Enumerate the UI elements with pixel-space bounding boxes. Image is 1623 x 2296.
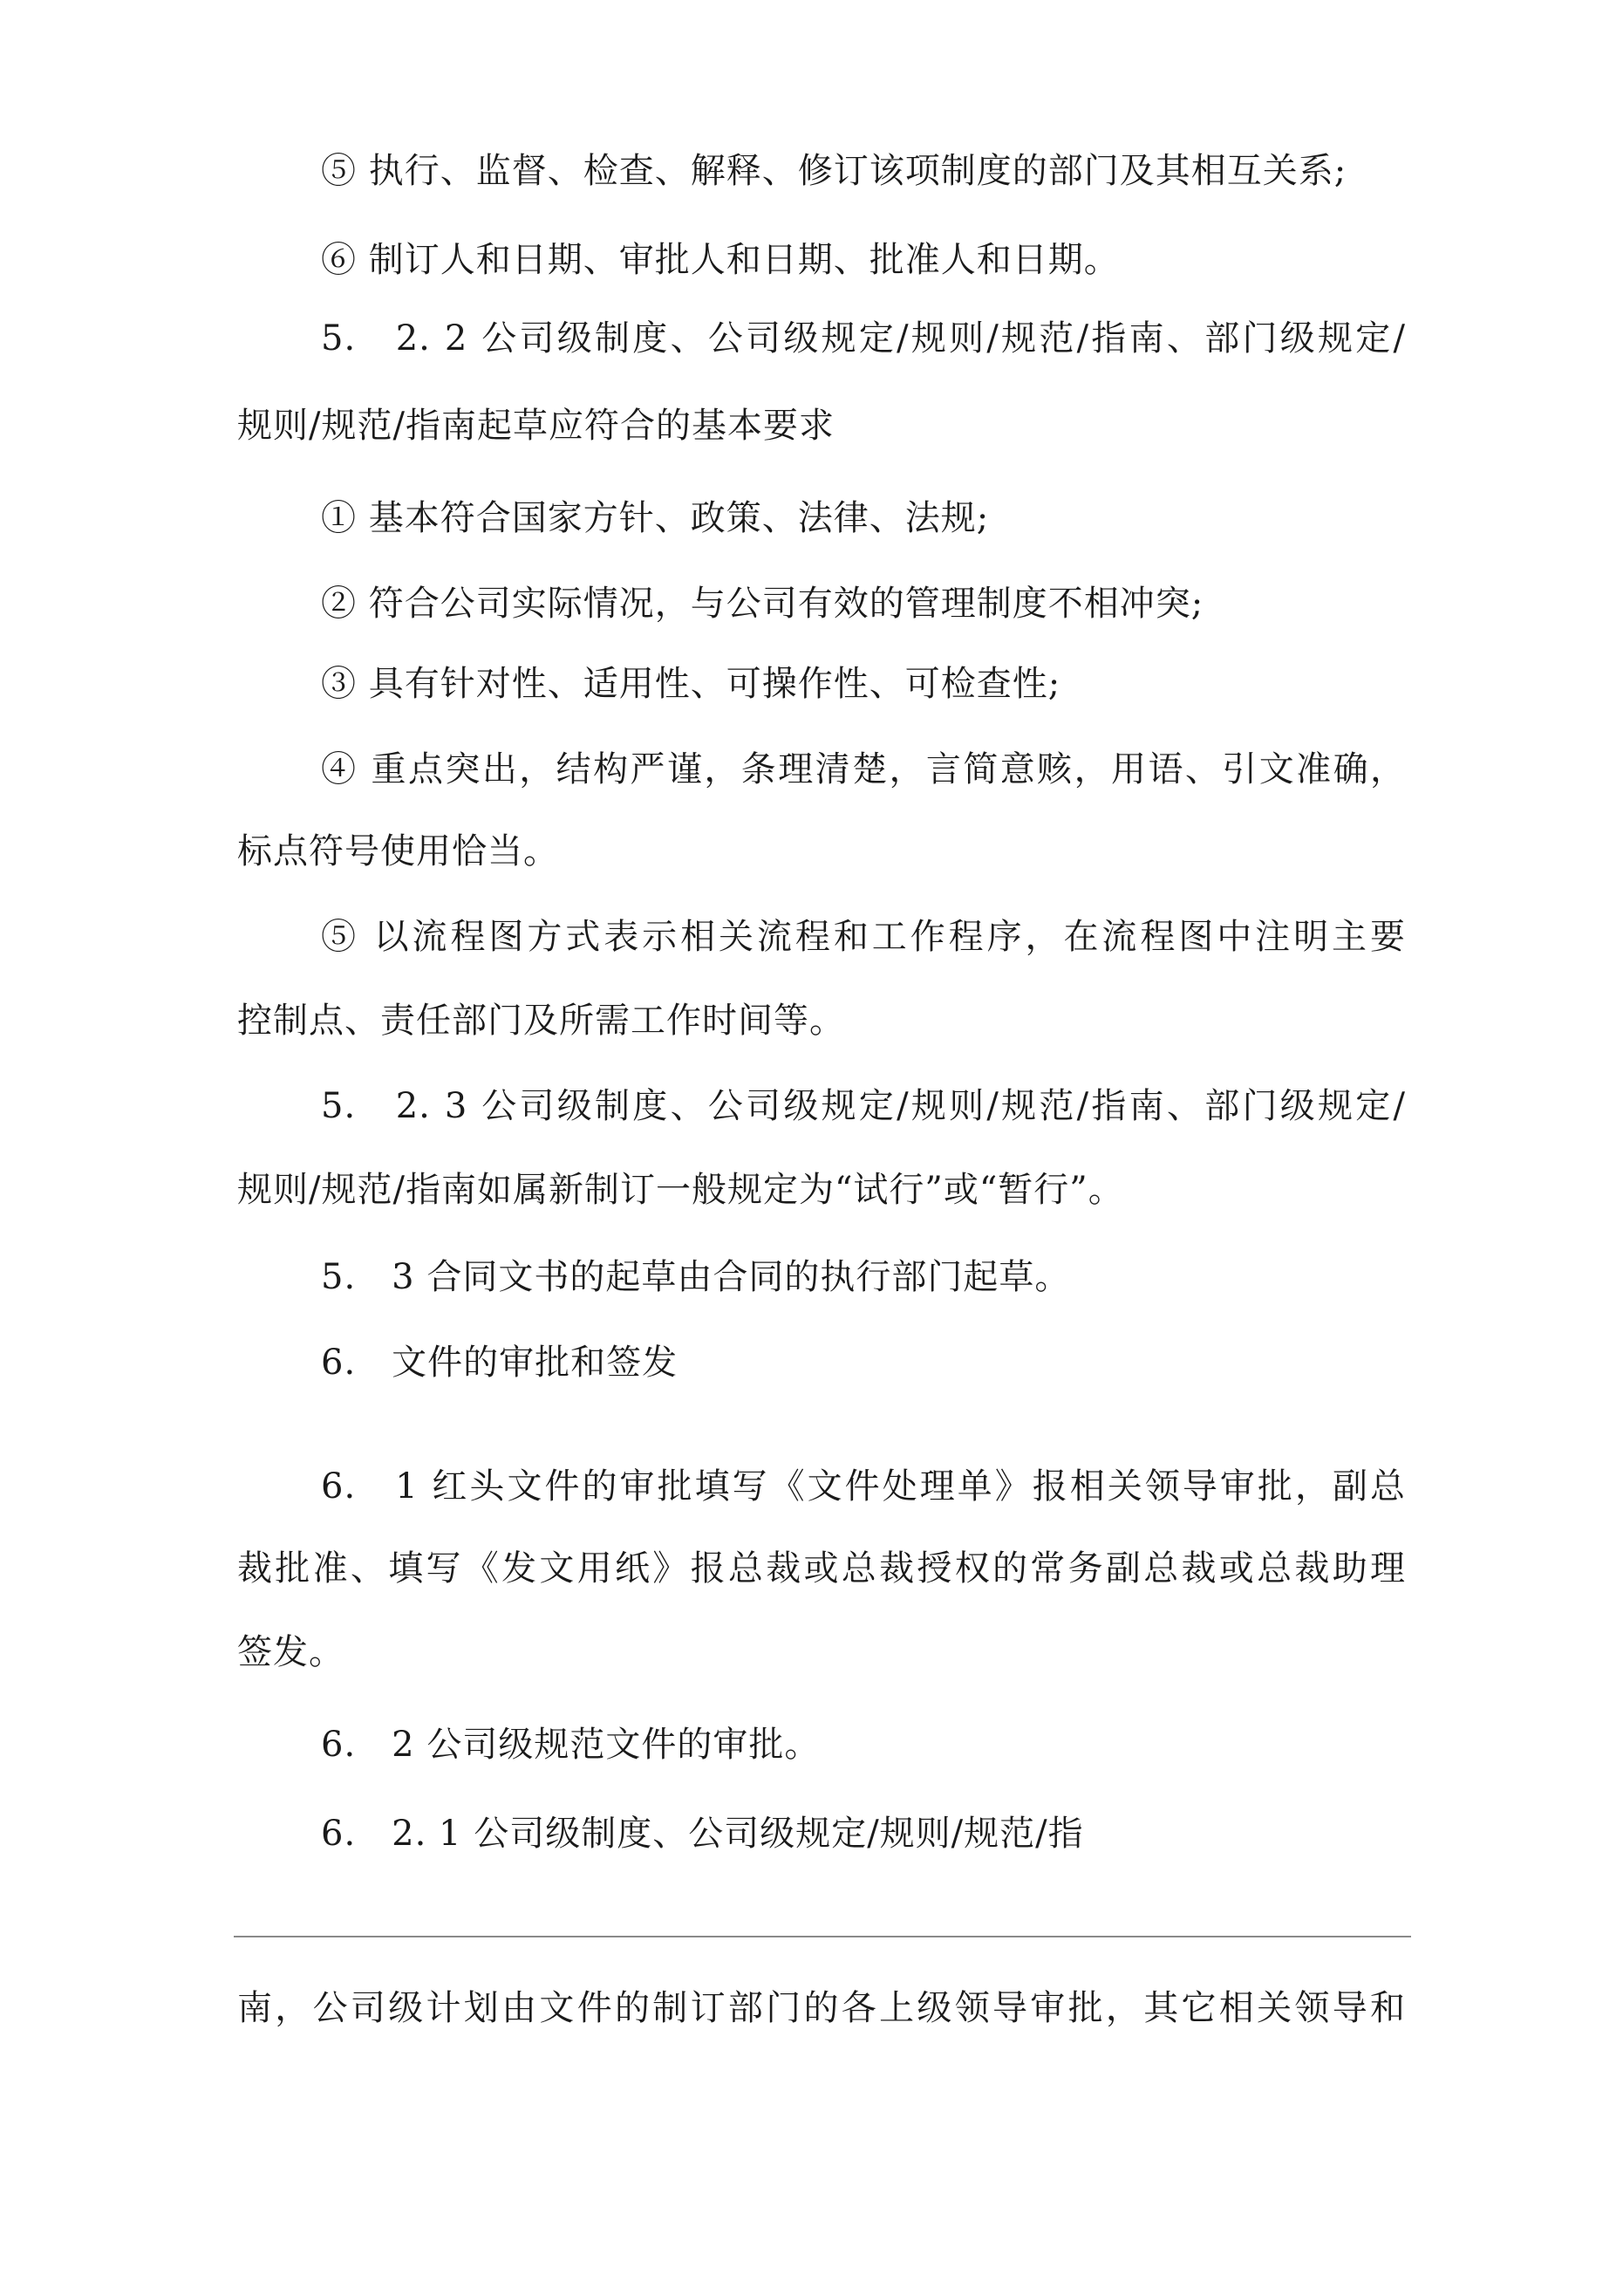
section-heading: 6. 文件的审批和签发 bbox=[321, 1343, 679, 1383]
text-line: 6. 2 公司级规范文件的审批。 bbox=[321, 1725, 821, 1765]
text-line: ⑤ 执行、监督、检查、解释、修订该项制度的部门及其相互关系; bbox=[321, 151, 1347, 191]
text-line: 标点符号使用恰当。 bbox=[237, 831, 559, 871]
text-line: 裁批准、填写《发文用纸》报总裁或总裁授权的常务副总裁或总裁助理 bbox=[237, 1548, 1406, 1589]
text-line: 6. 1 红头文件的审批填写《文件处理单》报相关领导审批，副总 bbox=[321, 1466, 1406, 1507]
text-line: 规则/规范/指南如属新制订一般规定为“试行”或“暂行”。 bbox=[237, 1170, 1124, 1210]
text-line: ⑤ 以流程图方式表示相关流程和工作程序，在流程图中注明主要 bbox=[321, 917, 1406, 957]
text-line: ⑥ 制订人和日期、审批人和日期、批准人和日期。 bbox=[321, 240, 1120, 280]
text-line: ③ 具有针对性、适用性、可操作性、可检查性; bbox=[321, 664, 1061, 704]
text-line: 规则/规范/指南起草应符合的基本要求 bbox=[237, 406, 835, 446]
text-line: 5. 2. 3 公司级制度、公司级规定/规则/规范/指南、部门级规定/ bbox=[321, 1086, 1406, 1126]
text-line: 控制点、责任部门及所需工作时间等。 bbox=[237, 1001, 845, 1041]
text-line: 5. 3 合同文书的起草由合同的执行部门起草。 bbox=[321, 1257, 1071, 1297]
text-line: ② 符合公司实际情况，与公司有效的管理制度不相冲突; bbox=[321, 584, 1204, 624]
text-line: 签发。 bbox=[237, 1632, 344, 1672]
text-line: 6. 2. 1 公司级制度、公司级规定/规则/规范/指 bbox=[321, 1814, 1084, 1854]
text-line: 南，公司级计划由文件的制订部门的各上级领导审批，其它相关领导和 bbox=[237, 1988, 1406, 2028]
text-line: ① 基本符合国家方针、政策、法律、法规; bbox=[321, 498, 990, 538]
text-line: 5. 2. 2 公司级制度、公司级规定/规则/规范/指南、部门级规定/ bbox=[321, 318, 1406, 359]
text-line: ④ 重点突出，结构严谨，条理清楚，言简意赅，用语、引文准确， bbox=[321, 749, 1406, 789]
page-divider bbox=[234, 1936, 1411, 1937]
